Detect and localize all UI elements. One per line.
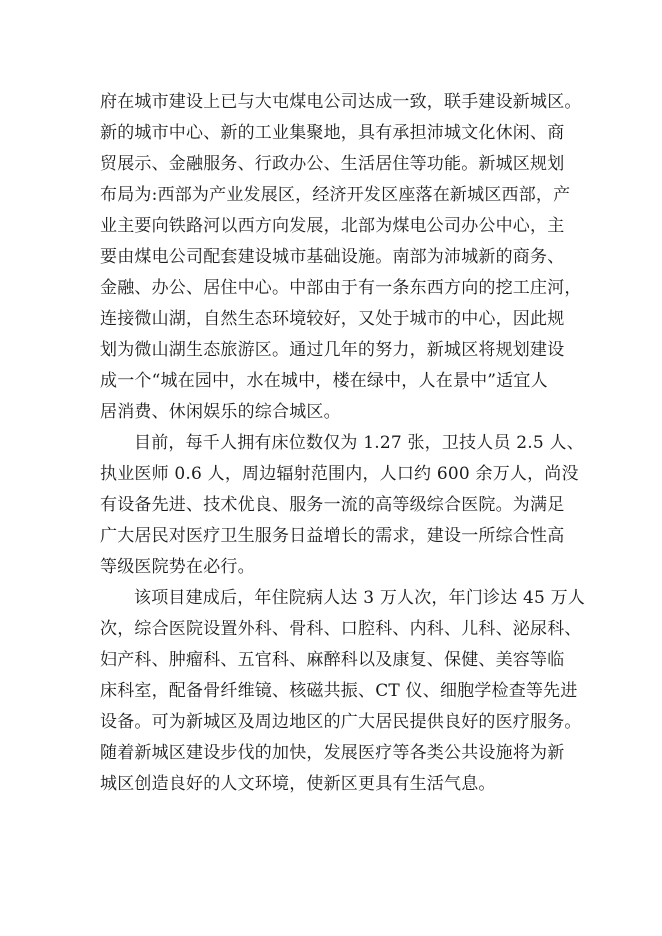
text-line: 城区创造良好的人文环境，使新区更具有生活气息。 <box>100 774 496 794</box>
text-line: 要由煤电公司配套建设城市基础设施。南部为沛城新的商务、 <box>100 247 565 267</box>
text-line: 床科室，配备骨纤维镜、核磁共振、CT 仪、细胞学检查等先进 <box>100 681 578 701</box>
text-line: 广大居民对医疗卫生服务日益增长的需求，建设一所综合性高 <box>100 526 565 546</box>
text-line: 新的城市中心、新的工业集聚地，具有承担沛城文化休闲、商 <box>100 123 565 143</box>
paragraph-3 <box>100 583 600 800</box>
paragraph-2 <box>100 428 600 583</box>
text-line: 随着新城区建设步伐的加快，发展医疗等各类公共设施将为新 <box>100 743 565 763</box>
text-line: 业主要向铁路河以西方向发展，北部为煤电公司办公中心，主 <box>100 216 565 236</box>
text-line: 目前，每千人拥有床位数仅为 1.27 张，卫技人员 2.5 人、 <box>134 433 584 453</box>
text-line: 该项目建成后，年住院病人达 3 万人次，年门诊达 45 万人 <box>134 588 586 608</box>
body-text <box>100 87 600 800</box>
text-line: 妇产科、肿瘤科、五官科、麻醉科以及康复、保健、美容等临 <box>100 650 565 670</box>
text-line: 居消费、休闲娱乐的综合城区。 <box>100 402 341 422</box>
text-line: 贸展示、金融服务、行政办公、生活居住等功能。新城区规划 <box>100 154 565 174</box>
text-line: 等级医院势在必行。 <box>100 557 255 577</box>
text-line: 执业医师 0.6 人，周边辐射范围内，人口约 600 余万人，尚没 <box>100 464 579 484</box>
text-line: 设备。可为新城区及周边地区的广大居民提供良好的医疗服务。 <box>100 712 582 732</box>
text-line: 划为微山湖生态旅游区。通过几年的努力，新城区将规划建设 <box>100 340 565 360</box>
paragraph-1 <box>100 87 600 428</box>
text-line: 府在城市建设上已与大屯煤电公司达成一致，联手建设新城区。 <box>100 92 582 112</box>
text-line: 布局为:西部为产业发展区，经济开发区座落在新城区西部，产 <box>100 185 571 205</box>
text-line: 金融、办公、居住中心。中部由于有一条东西方向的挖工庄河， <box>100 278 582 298</box>
text-line: 有设备先进、技术优良、服务一流的高等级综合医院。为满足 <box>100 495 565 515</box>
text-line: 成一个“城在园中，水在城中，楼在绿中，人在景中”适宜人 <box>100 371 548 391</box>
text-line: 连接微山湖，自然生态环境较好，又处于城市的中心，因此规 <box>100 309 565 329</box>
text-line: 次，综合医院设置外科、骨科、口腔科、内科、儿科、泌尿科、 <box>100 619 582 639</box>
